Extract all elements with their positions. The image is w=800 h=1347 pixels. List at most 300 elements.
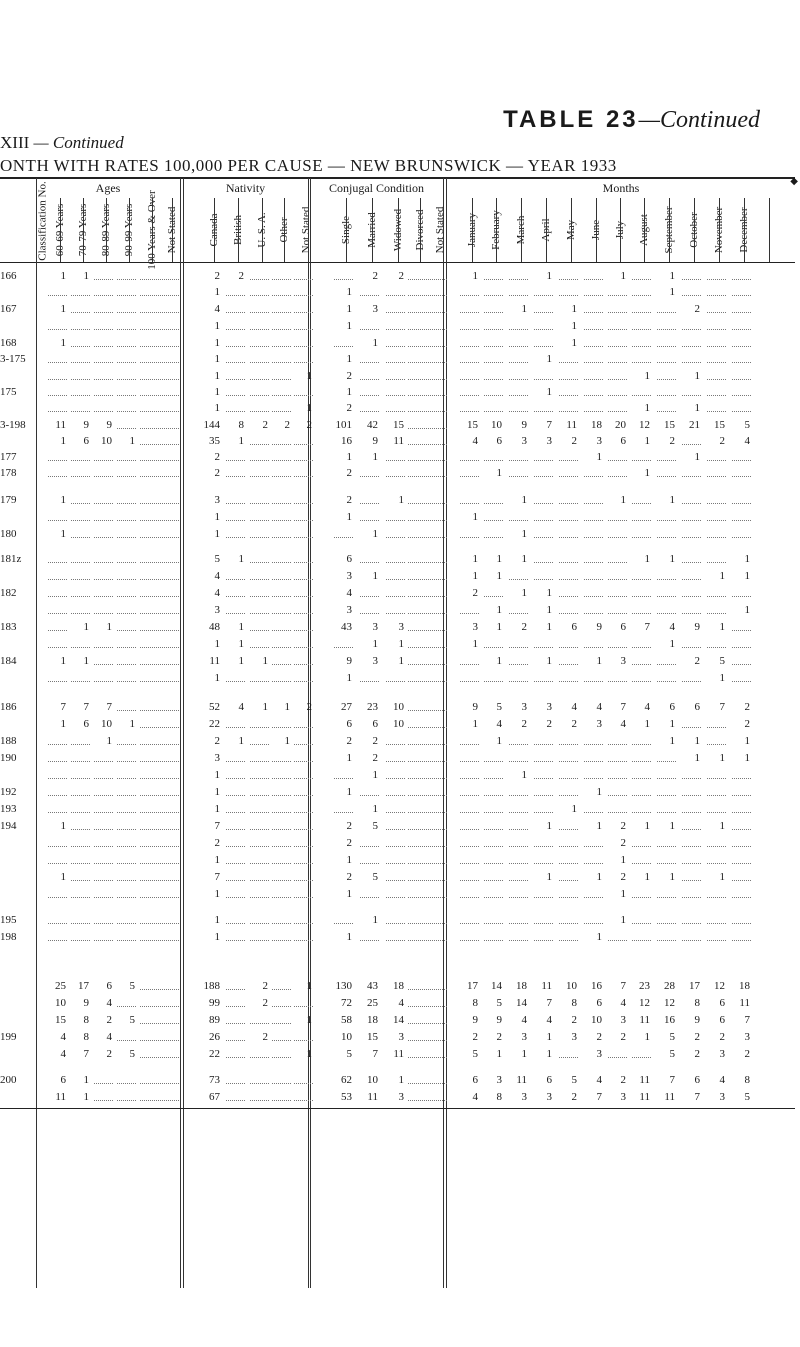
empty-cell-dots	[484, 295, 503, 296]
table-cell: 67	[209, 1091, 220, 1103]
empty-cell-dots	[682, 613, 701, 614]
empty-cell-dots	[360, 613, 379, 614]
empty-cell-dots	[408, 362, 427, 363]
empty-cell-dots	[117, 647, 136, 648]
empty-cell-dots	[484, 279, 503, 280]
empty-cell-dots	[272, 520, 291, 521]
table-cell: 1	[346, 451, 352, 463]
empty-cell-dots	[71, 923, 90, 924]
empty-cell-dots	[360, 795, 379, 796]
empty-cell-dots	[584, 329, 603, 330]
table-cell: 15	[393, 419, 404, 431]
empty-cell-dots	[707, 379, 726, 380]
empty-cell-dots	[71, 863, 90, 864]
empty-cell-dots	[732, 681, 751, 682]
empty-cell-dots	[250, 295, 269, 296]
table-cell: 1	[83, 621, 89, 633]
empty-cell-dots	[140, 647, 159, 648]
empty-cell-dots	[584, 279, 603, 280]
empty-cell-dots	[140, 411, 159, 412]
column-header-ages-3: 90-99 Years	[122, 203, 135, 257]
table-cell: 1	[496, 621, 502, 633]
empty-cell-dots	[428, 795, 447, 796]
empty-cell-dots	[484, 880, 503, 881]
empty-cell-dots	[484, 863, 503, 864]
table-cell: 5	[719, 655, 725, 667]
empty-cell-dots	[534, 940, 553, 941]
table-cell: 8	[83, 1031, 89, 1043]
empty-cell-dots	[408, 846, 427, 847]
empty-cell-dots	[386, 520, 405, 521]
table-cell: 3	[372, 303, 378, 315]
empty-cell-dots	[608, 1057, 627, 1058]
empty-cell-dots	[428, 596, 447, 597]
table-cell: 2	[238, 270, 244, 282]
empty-cell-dots	[428, 503, 447, 504]
empty-cell-dots	[559, 279, 578, 280]
table-cell: 11	[55, 419, 66, 431]
empty-cell-dots	[294, 395, 313, 396]
table-cell: 1	[644, 1031, 650, 1043]
table-cell: 6	[83, 435, 89, 447]
empty-cell-dots	[272, 681, 291, 682]
table-cell: 1	[372, 769, 378, 781]
empty-cell-dots	[160, 444, 179, 445]
empty-cell-dots	[294, 727, 313, 728]
table-cell: 3	[214, 494, 220, 506]
empty-cell-dots	[117, 897, 136, 898]
table-cell: 62	[341, 1074, 352, 1086]
empty-cell-dots	[707, 476, 726, 477]
empty-cell-dots	[534, 312, 553, 313]
empty-cell-dots	[408, 520, 427, 521]
empty-cell-dots	[657, 778, 676, 779]
table-cell: 11	[367, 1091, 378, 1103]
empty-cell-dots	[428, 761, 447, 762]
empty-cell-dots	[484, 362, 503, 363]
table-cell: 8	[83, 1014, 89, 1026]
table-cell: 15	[55, 1014, 66, 1026]
table-cell: 1	[372, 337, 378, 349]
empty-cell-dots	[632, 346, 651, 347]
table-cell: 3	[744, 1031, 750, 1043]
empty-cell-dots	[140, 1040, 159, 1041]
empty-cell-dots	[160, 778, 179, 779]
empty-cell-dots	[428, 312, 447, 313]
table-cell: 9	[596, 621, 602, 633]
table-cell: 2	[214, 467, 220, 479]
empty-cell-dots	[71, 579, 90, 580]
empty-cell-dots	[294, 562, 313, 563]
group-conjugal: Conjugal Condition	[328, 181, 424, 195]
empty-cell-dots	[408, 579, 427, 580]
table-cell: 2	[306, 701, 312, 713]
table-cell: 3	[214, 604, 220, 616]
column-header-conjugal-0: Single	[339, 215, 352, 245]
column-header-conjugal-2: Widowed	[391, 208, 404, 252]
empty-cell-dots	[71, 846, 90, 847]
table-cell: 3	[346, 570, 352, 582]
column-header-conjugal-4: Not Stated	[433, 206, 446, 254]
empty-cell-dots	[657, 346, 676, 347]
empty-cell-dots	[226, 681, 245, 682]
empty-cell-dots	[386, 863, 405, 864]
empty-cell-dots	[360, 395, 379, 396]
table-cell: 2	[346, 820, 352, 832]
table-cell: 10	[393, 718, 404, 730]
empty-cell-dots	[48, 744, 67, 745]
empty-cell-dots	[657, 537, 676, 538]
empty-cell-dots	[117, 923, 136, 924]
empty-cell-dots	[71, 346, 90, 347]
table-cell: 1	[346, 303, 352, 315]
column-header-ages-2: 80-89 Years	[99, 203, 112, 257]
empty-cell-dots	[140, 744, 159, 745]
empty-cell-dots	[428, 613, 447, 614]
empty-cell-dots	[160, 395, 179, 396]
table-cell: 2	[744, 1048, 750, 1060]
empty-cell-dots	[484, 503, 503, 504]
empty-cell-dots	[250, 897, 269, 898]
empty-cell-dots	[160, 362, 179, 363]
empty-cell-dots	[272, 444, 291, 445]
column-header-months-4: May	[564, 219, 577, 241]
empty-cell-dots	[428, 989, 447, 990]
empty-cell-dots	[408, 812, 427, 813]
classification-number: 184	[0, 655, 17, 667]
table-cell: 1	[596, 871, 602, 883]
table-cell: 1	[596, 931, 602, 943]
empty-cell-dots	[657, 596, 676, 597]
empty-cell-dots	[360, 295, 379, 296]
empty-cell-dots	[250, 613, 269, 614]
table-cell: 2	[214, 837, 220, 849]
empty-cell-dots	[732, 880, 751, 881]
empty-cell-dots	[294, 476, 313, 477]
empty-cell-dots	[408, 940, 427, 941]
empty-cell-dots	[48, 863, 67, 864]
table-cell: 3	[620, 1014, 626, 1026]
empty-cell-dots	[294, 664, 313, 665]
classification-number: 199	[0, 1031, 17, 1043]
table-cell: 6	[346, 553, 352, 565]
empty-cell-dots	[226, 329, 245, 330]
empty-cell-dots	[272, 1083, 291, 1084]
empty-cell-dots	[484, 829, 503, 830]
empty-cell-dots	[48, 562, 67, 563]
empty-cell-dots	[272, 503, 291, 504]
table-cell: 11	[55, 1091, 66, 1103]
empty-cell-dots	[117, 630, 136, 631]
empty-cell-dots	[460, 312, 479, 313]
empty-cell-dots	[682, 444, 701, 445]
empty-cell-dots	[608, 537, 627, 538]
empty-cell-dots	[140, 795, 159, 796]
empty-cell-dots	[250, 460, 269, 461]
empty-cell-dots	[94, 295, 113, 296]
table-cell: 3	[398, 1091, 404, 1103]
table-cell: 1	[214, 511, 220, 523]
empty-cell-dots	[428, 295, 447, 296]
empty-cell-dots	[94, 812, 113, 813]
empty-cell-dots	[732, 940, 751, 941]
empty-cell-dots	[386, 795, 405, 796]
empty-cell-dots	[226, 778, 245, 779]
table-row	[0, 286, 800, 303]
empty-cell-dots	[294, 863, 313, 864]
empty-cell-dots	[386, 596, 405, 597]
table-cell: 6	[719, 997, 725, 1009]
empty-cell-dots	[272, 795, 291, 796]
empty-cell-dots	[534, 579, 553, 580]
table-row	[0, 270, 800, 287]
table-cell: 2	[744, 718, 750, 730]
empty-cell-dots	[71, 312, 90, 313]
empty-cell-dots	[71, 778, 90, 779]
table-cell: 11	[566, 419, 577, 431]
empty-cell-dots	[707, 647, 726, 648]
empty-cell-dots	[509, 863, 528, 864]
empty-cell-dots	[632, 681, 651, 682]
table-cell: 1	[306, 980, 312, 992]
table-cell: 1	[571, 337, 577, 349]
empty-cell-dots	[160, 1083, 179, 1084]
empty-cell-dots	[460, 897, 479, 898]
table-cell: 7	[596, 1091, 602, 1103]
table-cell: 10	[393, 701, 404, 713]
empty-cell-dots	[460, 395, 479, 396]
empty-cell-dots	[294, 778, 313, 779]
empty-cell-dots	[140, 503, 159, 504]
table-cell: 1	[346, 931, 352, 943]
table-cell: 1	[496, 570, 502, 582]
table-cell: 7	[60, 701, 66, 713]
empty-cell-dots	[294, 362, 313, 363]
table-cell: 1	[521, 528, 527, 540]
empty-cell-dots	[386, 829, 405, 830]
column-rule	[398, 198, 399, 262]
table-cell: 10	[101, 435, 112, 447]
table-cell: 7	[644, 621, 650, 633]
table-cell: 1	[644, 467, 650, 479]
empty-cell-dots	[94, 379, 113, 380]
table-row	[0, 303, 800, 320]
empty-cell-dots	[140, 395, 159, 396]
empty-cell-dots	[94, 923, 113, 924]
empty-cell-dots	[250, 1023, 269, 1024]
empty-cell-dots	[250, 596, 269, 597]
empty-cell-dots	[160, 863, 179, 864]
table-cell: 2	[719, 1031, 725, 1043]
table-cell: 1	[644, 370, 650, 382]
empty-cell-dots	[657, 329, 676, 330]
table-cell: 4	[106, 1031, 112, 1043]
empty-cell-dots	[608, 778, 627, 779]
empty-cell-dots	[584, 362, 603, 363]
empty-cell-dots	[272, 664, 291, 665]
table-cell: 9	[472, 1014, 478, 1026]
empty-cell-dots	[250, 329, 269, 330]
empty-cell-dots	[94, 346, 113, 347]
table-row	[0, 587, 800, 604]
empty-cell-dots	[294, 537, 313, 538]
empty-cell-dots	[460, 295, 479, 296]
table-cell: 7	[744, 1014, 750, 1026]
table-cell: 2	[106, 1048, 112, 1060]
table-cell: 144	[203, 419, 220, 431]
empty-cell-dots	[250, 362, 269, 363]
empty-cell-dots	[509, 923, 528, 924]
empty-cell-dots	[48, 647, 67, 648]
empty-cell-dots	[250, 681, 269, 682]
table-cell: 11	[639, 1014, 650, 1026]
table-row	[0, 1091, 800, 1108]
table-cell: 3	[214, 752, 220, 764]
column-rule	[60, 198, 61, 262]
table-row	[0, 718, 800, 735]
table-cell: 1	[472, 270, 478, 282]
table-cell: 1	[620, 914, 626, 926]
empty-cell-dots	[428, 829, 447, 830]
column-header-months-2: March	[514, 215, 527, 245]
empty-cell-dots	[160, 1040, 179, 1041]
table-row	[0, 370, 800, 387]
table-cell: 17	[78, 980, 89, 992]
table-cell: 3	[546, 701, 552, 713]
table-cell: 7	[669, 1074, 675, 1086]
empty-cell-dots	[509, 460, 528, 461]
empty-cell-dots	[117, 395, 136, 396]
empty-cell-dots	[94, 761, 113, 762]
table-cell: 5	[669, 1031, 675, 1043]
empty-cell-dots	[48, 795, 67, 796]
table-row	[0, 451, 800, 468]
empty-cell-dots	[408, 681, 427, 682]
table-row	[0, 655, 800, 672]
table-cell: 2	[496, 1031, 502, 1043]
empty-cell-dots	[460, 537, 479, 538]
table-cell: 8	[694, 997, 700, 1009]
empty-cell-dots	[584, 761, 603, 762]
empty-cell-dots	[272, 630, 291, 631]
table-cell: 1	[306, 1048, 312, 1060]
table-cell: 4	[546, 1014, 552, 1026]
classification-header: Classification No.	[36, 181, 49, 261]
table-cell: 1	[719, 752, 725, 764]
table-cell: 23	[367, 701, 378, 713]
table-cell: 4	[596, 1074, 602, 1086]
table-row	[0, 931, 800, 948]
empty-cell-dots	[460, 846, 479, 847]
empty-cell-dots	[632, 362, 651, 363]
table-cell: 4	[214, 303, 220, 315]
empty-cell-dots	[632, 863, 651, 864]
empty-cell-dots	[682, 346, 701, 347]
empty-cell-dots	[408, 476, 427, 477]
empty-cell-dots	[226, 346, 245, 347]
empty-cell-dots	[428, 1100, 447, 1101]
empty-cell-dots	[48, 476, 67, 477]
empty-cell-dots	[460, 812, 479, 813]
table-cell: 3	[546, 1091, 552, 1103]
table-cell: 1	[669, 735, 675, 747]
empty-cell-dots	[559, 537, 578, 538]
empty-cell-dots	[360, 596, 379, 597]
table-cell: 1	[398, 1074, 404, 1086]
empty-cell-dots	[250, 829, 269, 830]
empty-cell-dots	[94, 778, 113, 779]
empty-cell-dots	[94, 647, 113, 648]
table-row	[0, 854, 800, 871]
empty-cell-dots	[509, 744, 528, 745]
table-cell: 2	[262, 980, 268, 992]
empty-cell-dots	[707, 727, 726, 728]
empty-cell-dots	[608, 681, 627, 682]
empty-cell-dots	[117, 295, 136, 296]
empty-cell-dots	[408, 279, 427, 280]
empty-cell-dots	[226, 897, 245, 898]
column-header-nativity-2: U. S. A.	[255, 212, 268, 248]
empty-cell-dots	[732, 829, 751, 830]
empty-cell-dots	[272, 778, 291, 779]
empty-cell-dots	[140, 727, 159, 728]
empty-cell-dots	[48, 379, 67, 380]
empty-cell-dots	[584, 596, 603, 597]
empty-cell-dots	[140, 863, 159, 864]
empty-cell-dots	[408, 1057, 427, 1058]
table-cell: 1	[346, 286, 352, 298]
empty-cell-dots	[160, 1100, 179, 1101]
empty-cell-dots	[707, 411, 726, 412]
empty-cell-dots	[160, 681, 179, 682]
table-row	[0, 980, 800, 997]
classification-number: 193	[0, 803, 17, 815]
table-row	[0, 1048, 800, 1065]
empty-cell-dots	[160, 647, 179, 648]
table-cell: 1	[719, 871, 725, 883]
empty-cell-dots	[534, 460, 553, 461]
empty-cell-dots	[140, 710, 159, 711]
empty-cell-dots	[632, 940, 651, 941]
table-cell: 1	[372, 638, 378, 650]
empty-cell-dots	[386, 312, 405, 313]
column-rule	[284, 198, 285, 262]
empty-cell-dots	[94, 411, 113, 412]
table-cell: 1	[546, 871, 552, 883]
table-cell: 14	[393, 1014, 404, 1026]
empty-cell-dots	[534, 562, 553, 563]
empty-cell-dots	[140, 1023, 159, 1024]
empty-cell-dots	[250, 744, 269, 745]
empty-cell-dots	[682, 681, 701, 682]
empty-cell-dots	[140, 596, 159, 597]
empty-cell-dots	[160, 279, 179, 280]
table-cell: 1	[346, 386, 352, 398]
empty-cell-dots	[140, 880, 159, 881]
empty-cell-dots	[707, 520, 726, 521]
continued-label: —Continued	[638, 107, 760, 133]
table-cell: 1	[372, 570, 378, 582]
empty-cell-dots	[657, 476, 676, 477]
empty-cell-dots	[94, 1100, 113, 1101]
table-cell: 10	[591, 1014, 602, 1026]
column-rule	[83, 198, 84, 262]
table-cell: 5	[496, 997, 502, 1009]
empty-cell-dots	[460, 829, 479, 830]
empty-cell-dots	[408, 1006, 427, 1007]
table-cell: 1	[60, 655, 66, 667]
empty-cell-dots	[386, 846, 405, 847]
